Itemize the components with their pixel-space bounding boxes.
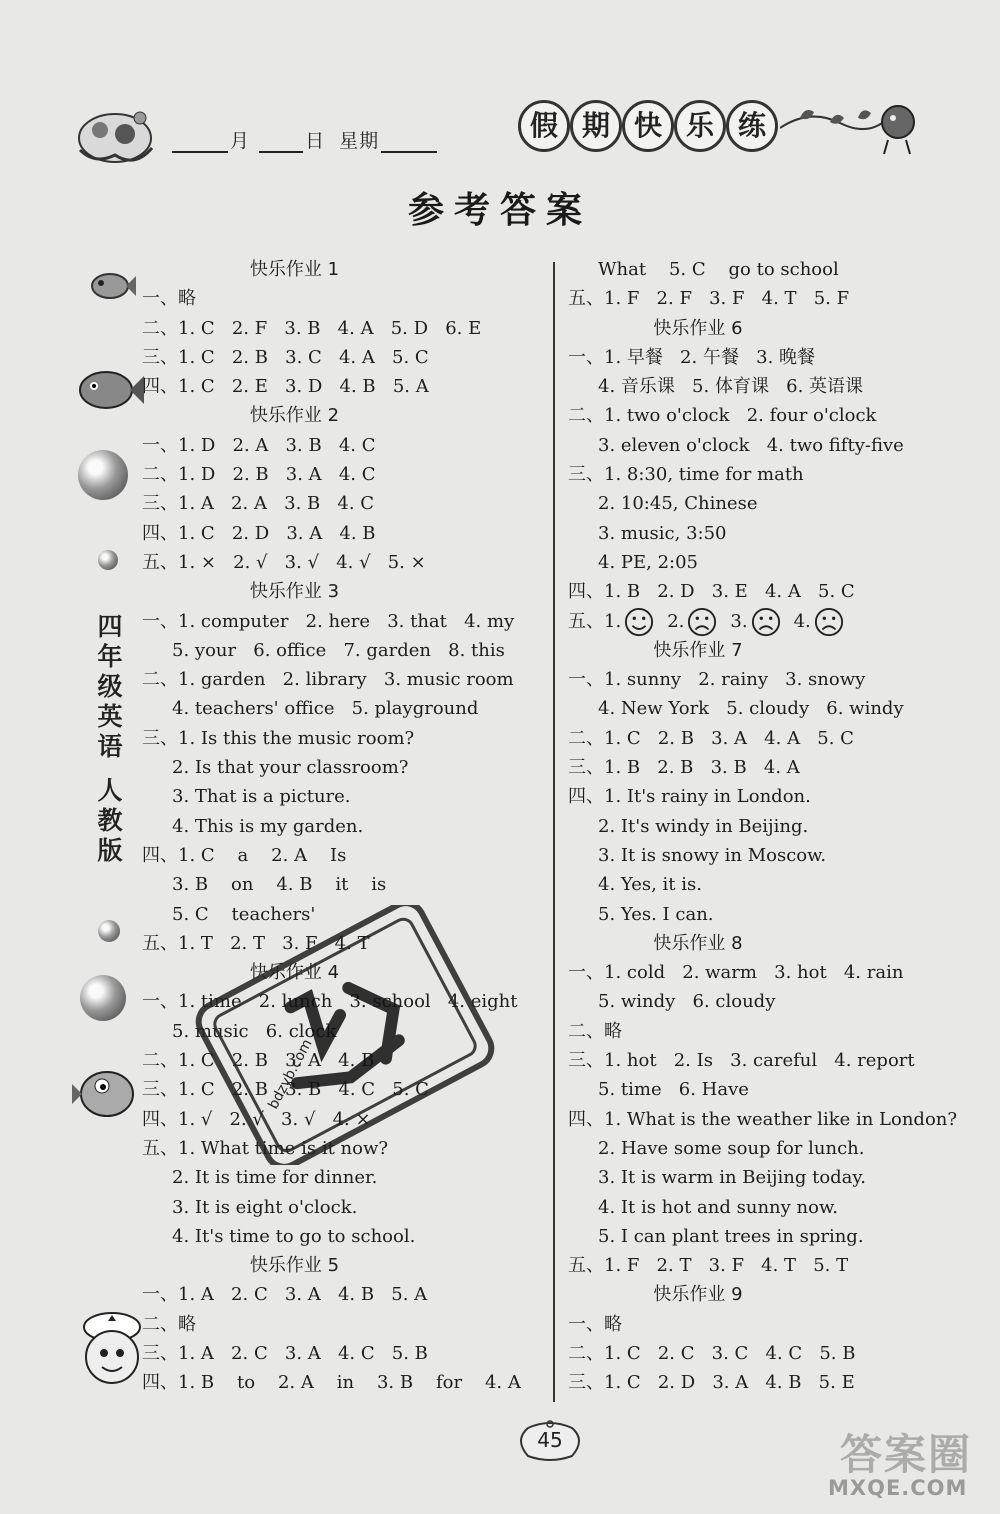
answer-line: [142, 1222, 542, 1251]
answer-line: [142, 607, 542, 636]
answer-line: [568, 548, 968, 577]
side-char: 英: [97, 702, 123, 731]
answer-text: 快乐作业 3: [249, 581, 340, 603]
site-watermark: [820, 1418, 990, 1508]
answer-text: 三、1. A 2. A 3. B 4. C: [142, 493, 375, 515]
section-heading: [142, 255, 542, 284]
answer-text: 四、1. B to 2. A in 3. B for 4. A: [142, 1372, 521, 1394]
section-heading: [568, 1280, 968, 1309]
answer-text: 三、1. C 2. B 3. B 4. C 5. C: [142, 1079, 429, 1101]
answer-line: [142, 665, 542, 694]
answer-text: 三、1. 8:30, time for math: [568, 464, 804, 486]
answer-text: 4. It's time to go to school.: [172, 1225, 416, 1247]
answer-line: [568, 255, 968, 284]
side-char: 人: [97, 776, 123, 805]
answer-text: 二、1. two o'clock 2. four o'clock: [568, 405, 877, 427]
answer-line: [568, 900, 968, 929]
answer-text: 五、1. T 2. T 3. F 4. T: [142, 932, 370, 954]
answer-text: 5. time 6. Have: [598, 1079, 749, 1101]
side-char: 年: [97, 642, 123, 671]
answer-line: [142, 1310, 542, 1339]
answer-line: [568, 694, 968, 723]
answer-text: 2. Is that your classroom?: [172, 757, 409, 779]
answer-line: [142, 519, 542, 548]
answer-line: [568, 1251, 968, 1280]
answer-text: 5. music 6. clock: [172, 1020, 337, 1042]
day-label: 日: [305, 130, 326, 152]
answer-text: 快乐作业 9: [653, 1284, 743, 1306]
grade-subject-label: [96, 612, 124, 866]
answer-text: 二、1. C 2. B 3. A 4. A 5. C: [568, 727, 854, 749]
answer-text: What 5. C go to school: [598, 259, 839, 280]
answer-line: [142, 343, 542, 372]
face-number: 3.: [730, 610, 748, 632]
answer-line: [568, 343, 968, 372]
answer-text: 4. It is hot and sunny now.: [598, 1196, 838, 1218]
answer-line: [142, 548, 542, 577]
answer-line: [568, 1368, 968, 1397]
answer-text: 4. This is my garden.: [172, 815, 364, 837]
answer-line: [568, 987, 968, 1016]
answer-text: 二、1. C 2. C 3. C 4. C 5. B: [568, 1342, 856, 1364]
answer-text: 2. Have some soup for lunch.: [598, 1137, 865, 1159]
answer-line: [142, 372, 542, 401]
answer-text: 三、1. A 2. C 3. A 4. C 5. B: [142, 1342, 428, 1364]
answer-text: 二、1. C 2. B 3. A 4. B: [142, 1050, 375, 1072]
side-char: 四: [97, 612, 123, 641]
stamp-url: bdzyb.com: [265, 1036, 316, 1112]
answer-text: 四、1. B 2. D 3. E 4. A 5. C: [568, 581, 855, 603]
column-divider: [553, 262, 555, 1402]
page-title: 参考答案: [407, 190, 592, 231]
answer-text: 快乐作业 6: [653, 317, 743, 339]
sad-face-icon: [687, 607, 717, 637]
face-answer-row: [568, 607, 968, 636]
answer-line: [568, 1134, 968, 1163]
answer-text: 快乐作业 1: [249, 259, 340, 280]
answer-text: 3. It is eight o'clock.: [172, 1196, 358, 1218]
face-number: 2.: [667, 610, 685, 632]
banner-char: 假: [518, 100, 570, 152]
smiley-face-icon: [624, 607, 654, 637]
answer-line: [568, 665, 968, 694]
answer-text: 四、1. C a 2. A Is: [142, 844, 347, 866]
date-line: [170, 126, 439, 153]
answer-text: 快乐作业 7: [653, 639, 743, 661]
answer-line: [142, 724, 542, 753]
banner-char: 快: [622, 100, 674, 152]
page-number: 45: [537, 1428, 563, 1452]
answer-text: 三、1. hot 2. Is 3. careful 4. report: [568, 1050, 915, 1072]
answer-text: 二、略: [142, 1313, 196, 1335]
side-char: 级: [97, 672, 123, 701]
answer-line: [568, 1310, 968, 1339]
answer-text: 快乐作业 5: [249, 1255, 340, 1277]
answer-line: [142, 753, 542, 782]
answer-text: 3. That is a picture.: [172, 786, 351, 808]
answer-text: 4. PE, 2:05: [598, 551, 699, 573]
answer-line: [142, 1193, 542, 1222]
face-number: 4.: [793, 610, 811, 632]
answer-text: 三、1. C 2. B 3. C 4. A 5. C: [142, 346, 429, 368]
answer-text: 2. It's windy in Beijing.: [598, 815, 809, 837]
answer-column-right: [568, 255, 968, 1398]
answer-text: 快乐作业 2: [249, 405, 340, 427]
answer-line: [568, 1046, 968, 1075]
answer-line: [142, 1368, 542, 1397]
answer-text: 快乐作业 8: [653, 932, 743, 954]
answer-text: 4. New York 5. cloudy 6. windy: [598, 698, 904, 720]
answer-text: 4. Yes, it is.: [598, 874, 702, 896]
fish-icon: [74, 360, 144, 420]
cartoon-sailor-icon: [72, 1305, 152, 1395]
answer-line: [142, 284, 542, 313]
answer-line: [568, 812, 968, 841]
answer-line: [142, 636, 542, 665]
answer-line: [568, 753, 968, 782]
answer-text: 三、1. C 2. D 3. A 4. B 5. E: [568, 1372, 855, 1394]
answer-text: 一、略: [142, 288, 196, 310]
answer-line: [568, 782, 968, 811]
answer-line: [568, 958, 968, 987]
bubble-icon: [98, 920, 120, 942]
answer-text: 2. It is time for dinner.: [172, 1167, 378, 1189]
answer-text: 5. C teachers': [172, 903, 316, 925]
answer-line: [568, 489, 968, 518]
page-number-badge: [514, 1418, 586, 1464]
banner-char: 乐: [674, 100, 726, 152]
answer-text: 四、1. C 2. E 3. D 4. B 5. A: [142, 376, 429, 398]
answer-line: [142, 782, 542, 811]
fish-icon: [86, 266, 136, 306]
answer-text: 一、1. 早餐 2. 午餐 3. 晚餐: [568, 346, 816, 368]
section-heading: [568, 636, 968, 665]
answer-text: 4. 音乐课 5. 体育课 6. 英语课: [598, 376, 864, 398]
answer-line: [142, 812, 542, 841]
answer-line: [142, 1280, 542, 1309]
sad-face-icon: [751, 607, 781, 637]
answer-text: 二、1. C 2. F 3. B 4. A 5. D 6. E: [142, 317, 482, 339]
answer-line: [568, 577, 968, 606]
answer-line: [568, 870, 968, 899]
answer-text: 5. Yes. I can.: [598, 903, 714, 925]
week-label: 星期: [339, 130, 380, 152]
bubble-icon: [78, 450, 128, 500]
vine-decoration-icon: [780, 88, 920, 168]
answer-line: [568, 372, 968, 401]
section-heading: [568, 314, 968, 343]
answer-text: 2. 10:45, Chinese: [598, 493, 758, 515]
answer-text: 一、1. D 2. A 3. B 4. C: [142, 434, 376, 456]
answer-text: 二、1. garden 2. library 3. music room: [142, 669, 514, 691]
answer-line: [142, 460, 542, 489]
answer-line: [568, 431, 968, 460]
answer-text: 三、1. Is this the music room?: [142, 727, 415, 749]
answer-line: [568, 1017, 968, 1046]
watermark-url: MXQE.COM: [828, 1476, 968, 1500]
side-char: 教: [97, 806, 123, 835]
answer-text: 四、1. √ 2. √ 3. √ 4. ×: [142, 1108, 371, 1130]
answer-text: 一、1. A 2. C 3. A 4. B 5. A: [142, 1284, 428, 1306]
day-blank[interactable]: [259, 133, 303, 153]
side-char: 语: [97, 732, 123, 761]
answer-text: 一、1. time 2. lunch 3. school 4. eight: [142, 991, 518, 1013]
holiday-practice-banner: [518, 88, 918, 168]
answer-text: 5. your 6. office 7. garden 8. this: [172, 639, 505, 661]
answer-line: [142, 431, 542, 460]
bubble-icon: [80, 975, 126, 1021]
answer-line: [568, 1075, 968, 1104]
answer-text: 二、1. D 2. B 3. A 4. C: [142, 464, 376, 486]
answer-text: 四、1. C 2. D 3. A 4. B: [142, 522, 376, 544]
answer-line: [142, 870, 542, 899]
answer-text: 五、1. What time is it now?: [142, 1137, 389, 1159]
answer-text: 4. teachers' office 5. playground: [172, 698, 479, 720]
answer-line: [568, 1193, 968, 1222]
answer-text: 四、1. It's rainy in London.: [568, 786, 811, 808]
answer-text: 五、1. F 2. F 3. F 4. T 5. F: [568, 288, 850, 310]
side-char: 版: [97, 836, 123, 865]
answer-line: [142, 694, 542, 723]
week-blank[interactable]: [381, 133, 437, 153]
header: [60, 88, 960, 178]
month-label: 月: [230, 130, 251, 152]
banner-char: 期: [570, 100, 622, 152]
answer-text: 快乐作业 4: [249, 962, 340, 984]
answer-text: 一、略: [568, 1313, 622, 1335]
answer-line: [568, 1105, 968, 1134]
sad-face-icon: [814, 607, 844, 637]
answer-line: [142, 489, 542, 518]
answer-text: 一、1. sunny 2. rainy 3. snowy: [568, 669, 866, 691]
answer-text: 五、1. F 2. T 3. F 4. T 5. T: [568, 1255, 849, 1277]
section-heading: [568, 929, 968, 958]
answer-line: [568, 284, 968, 313]
answer-text: 四、1. What is the weather like in London?: [568, 1108, 958, 1130]
answer-line: [142, 841, 542, 870]
answer-text: 3. It is warm in Beijing today.: [598, 1167, 866, 1189]
answer-text: 一、1. computer 2. here 3. that 4. my: [142, 610, 515, 632]
answer-text: 五、1. × 2. √ 3. √ 4. √ 5. ×: [142, 551, 426, 573]
answer-line: [142, 314, 542, 343]
answer-text: 二、略: [568, 1020, 622, 1042]
answer-line: [142, 1339, 542, 1368]
answer-line: [142, 1163, 542, 1192]
section-heading: [142, 401, 542, 430]
answer-line: [568, 724, 968, 753]
answer-column-left: [142, 255, 542, 1398]
answer-text: 五、: [568, 610, 604, 632]
answer-line: [568, 1163, 968, 1192]
answer-line: [568, 401, 968, 430]
stamp-watermark-icon: [180, 905, 510, 1165]
answer-line: [568, 519, 968, 548]
fish-icon: [72, 1060, 142, 1125]
answer-line: [568, 1222, 968, 1251]
answer-text: 3. eleven o'clock 4. two fifty-five: [598, 434, 904, 456]
answer-text: 3. B on 4. B it is: [172, 874, 387, 896]
answer-line: [568, 841, 968, 870]
answer-text: 3. It is snowy in Moscow.: [598, 844, 827, 866]
answer-line: [568, 1339, 968, 1368]
section-heading: [142, 1251, 542, 1280]
face-number: 1.: [604, 610, 622, 632]
bubble-icon: [98, 550, 118, 570]
month-blank[interactable]: [172, 133, 228, 153]
answer-line: [568, 460, 968, 489]
answer-text: 5. windy 6. cloudy: [598, 991, 776, 1013]
answer-text: 5. I can plant trees in spring.: [598, 1225, 864, 1247]
banner-char: 练: [726, 100, 778, 152]
answer-text: 三、1. B 2. B 3. B 4. A: [568, 757, 800, 779]
section-heading: [142, 577, 542, 606]
answer-text: 一、1. cold 2. warm 3. hot 4. rain: [568, 962, 904, 984]
watermark-cn: 答案圈: [840, 1430, 973, 1479]
cartoon-logo-icon: [70, 100, 160, 170]
answer-text: 3. music, 3:50: [598, 522, 727, 544]
